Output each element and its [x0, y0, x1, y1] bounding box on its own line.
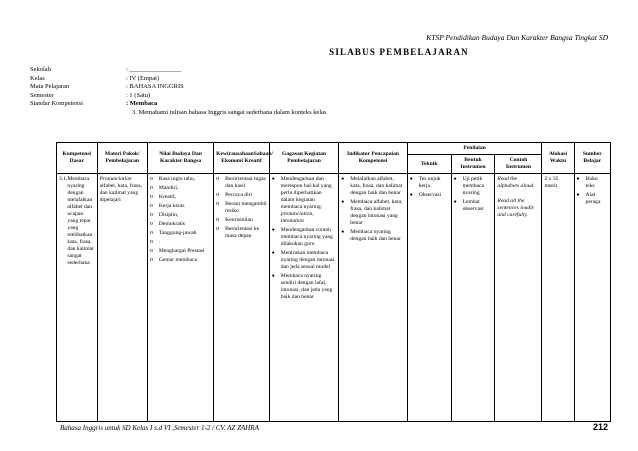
list-item: o Kerja keras — [150, 203, 211, 210]
table-row — [57, 174, 611, 422]
list-item: o Berorientasi ke masa depan — [216, 226, 267, 240]
standar-kompetensi-detail: 3. Memahami tulisan bahasa Inggris sangat sederhana dalam konteks kelas — [132, 108, 327, 116]
cell-contoh — [495, 174, 542, 422]
cell-teknik — [407, 174, 451, 422]
list-item: ● Membaca nyaring sendiri dengan lafal, intonasi, dan jeda yang baik dan benar — [272, 273, 337, 301]
col-kompetensi-dasar: Kompetensi Dasar — [57, 143, 98, 174]
list-item: ● Melafalkan alfabet, kata, frasa, dan kalimat dengan baik dan benar — [341, 176, 404, 197]
col-alokasi-waktu: Alokasi Waktu — [542, 143, 574, 174]
list-item: ● Buku teks — [577, 176, 608, 190]
col-teknik: Teknik — [407, 155, 451, 174]
col-bentuk-instrumen: Bentuk Instrumen — [451, 155, 495, 174]
info-row-sekolah: Sekolah : ________________ — [30, 66, 182, 73]
cell-nilai — [147, 174, 213, 422]
list-item: o Menghargai Prestasi — [150, 248, 211, 255]
list-item: ● Mendengarkan dan merespon hal-hal yang perlu diperhatikan dalam kegiatan membaca nyaring: pronunciation, intonation — [272, 176, 337, 225]
cell-kompetensi-dasar: 3.1. Membaca nyaring dengan melafalkan alfabet dan ucapan yang tepat yang melibatkan kata, frasa, dan kalimat sangat sederhana — [57, 174, 98, 422]
list-item: ● Membaca alfabet, kata, frasa, dan kalimat dengan intonasi yang benar — [341, 199, 404, 227]
page-number: 212 — [592, 422, 608, 432]
col-indikator: Indikator Pencapaian Kompetensi — [339, 143, 407, 174]
list-item: ● Mendengarkan contoh membaca nyaring yang dilakukan guru — [272, 227, 337, 248]
list-item: o Berani mengambil resiko — [216, 201, 267, 215]
cell-bentuk — [451, 174, 495, 422]
list-item: ● Membaca nyaring dengan baik dan benar — [341, 229, 404, 243]
info-row-standar-kompetensi: Standar Kompetensi : Membaca — [30, 100, 158, 108]
list-item: Read all the sentences loudly and carefully. — [497, 198, 535, 218]
list-item: ● Alat peraga — [577, 192, 608, 206]
col-contoh-instrumen: Contoh Instrumen — [495, 155, 542, 174]
cell-gagasan — [269, 174, 339, 422]
cell-indikator — [339, 174, 407, 422]
cell-materi: Pronunciation alfabet, kata, frasa, dan kalimat yang dipelajari — [97, 174, 147, 422]
col-penilaian: Penilaian — [407, 143, 542, 155]
list-item: o Berorientasi tugas dan hasil — [216, 176, 267, 190]
info-row-mapel: Mata Pelajaran : BAHASA INGGRIS — [30, 83, 184, 91]
table-header-row — [57, 143, 611, 155]
list-item: o Demokratis — [150, 221, 211, 228]
col-materi-pokok: Materi Pokok/ Pembelajaran — [97, 143, 147, 174]
syllabus-info — [30, 66, 327, 118]
list-item: o Kreatif, — [150, 194, 211, 201]
list-item: o Rasa ingin tahu, — [150, 176, 211, 183]
col-nilai-budaya: Nilai Budaya Dan Karakter Bangsa — [147, 143, 213, 174]
info-row-semester: Semester : 1 (Satu) — [30, 91, 151, 99]
list-item: ● Observasi — [410, 192, 449, 199]
col-sumber-belajar: Sumber Belajar — [574, 143, 610, 174]
syllabus-table — [56, 142, 611, 422]
footer-text: Bahasa Inggris untuk SD Kelas I s.d VI ,Semester 1-2 / CV. AZ ZAHRA — [60, 424, 259, 432]
col-gagasan-kegiatan: Gagasan Kegiatan Pembelajaran — [269, 143, 339, 174]
col-kewirausahaan: KewirausahaanSahaan/ Ekonomi Kreatif — [214, 143, 270, 174]
cell-sumber — [574, 174, 610, 422]
list-item: ● Lembar observasi — [454, 199, 493, 213]
list-item: o Tanggung-jawab — [150, 230, 211, 237]
list-item: o Disiplin, — [150, 212, 211, 219]
list-item: o . — [150, 239, 211, 246]
cell-alokasi: 2 x 35 menit — [542, 174, 574, 422]
list-item: o Keorisinilan — [216, 217, 267, 224]
document-header: KTSP Pendidikan Budaya Dan Karakter Bangsa Tingkat SD — [426, 33, 608, 42]
list-item: ● Menirukan membaca nyaring dengan intonasi dan jeda sesuai model — [272, 250, 337, 271]
list-item: Read the alphabets aloud. — [497, 176, 535, 189]
list-item: ● Uji petik membaca nyaring — [454, 176, 493, 197]
list-item: o Gemar membaca — [150, 257, 211, 264]
list-item: ● Tes unjuk kerja — [410, 176, 449, 190]
page-title: SILABUS PEMBELAJARAN — [329, 47, 469, 57]
list-item: o Percaya diri — [216, 192, 267, 199]
info-row-kelas: Kelas : IV (Empat) — [30, 74, 160, 82]
cell-kewirausahaan — [214, 174, 270, 422]
list-item: o Mandiri, — [150, 185, 211, 192]
